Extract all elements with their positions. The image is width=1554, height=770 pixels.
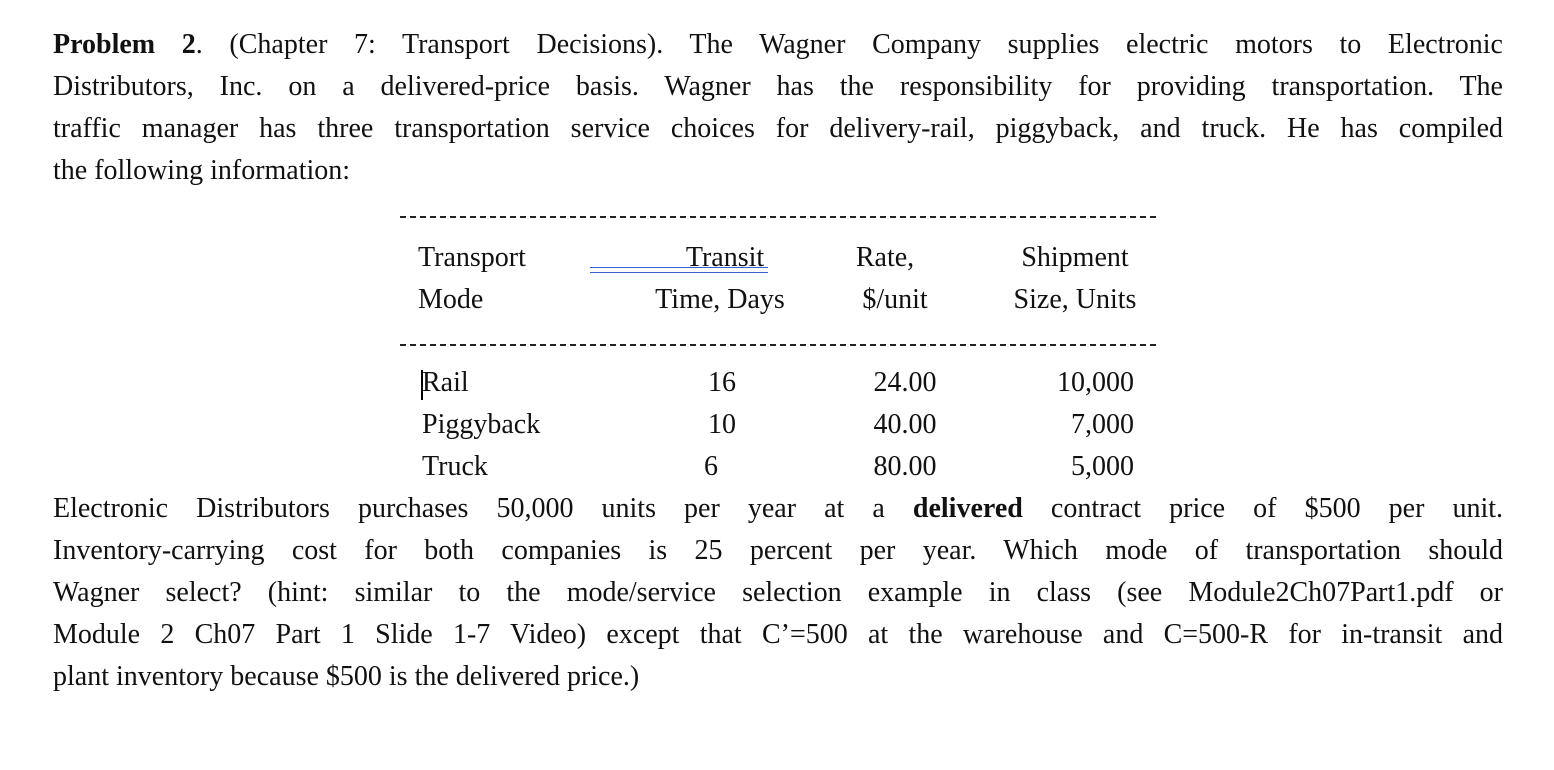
delivered-bold: delivered	[912, 493, 1023, 524]
header-shipment-line2: Size, Units	[1013, 284, 1137, 315]
problem-line-2: Distributors, Inc. on a delivered-price basis. Wagner has the responsibility for providing transportation. The	[53, 71, 1503, 102]
header-mode-line1: Transport	[418, 242, 526, 273]
row-piggyback-shipment: 7,000	[1071, 409, 1134, 440]
row-rail-mode: Rail	[422, 367, 469, 398]
intro-line-1-text: . (Chapter 7: Transport Decisions). The Wagner Company supplies electric motors to Electronic	[195, 29, 1503, 60]
problem-statement	[53, 24, 1503, 192]
problem-line-3: traffic manager has three transportation service choices for delivery-rail, piggyback, and truck. He has compiled	[53, 113, 1503, 144]
problem-line-1	[53, 24, 1503, 66]
closing-line-3: Wagner select? (hint: similar to the mode/service selection example in class (see Module2Ch07Part1.pdf or	[53, 577, 1503, 608]
header-rate-line2: $/unit	[862, 284, 928, 315]
header-transit-line2: Time, Days	[655, 284, 785, 315]
header-transit-line1: Transit	[685, 242, 765, 273]
closing-paragraph	[53, 488, 1503, 698]
row-truck-mode: Truck	[422, 451, 488, 482]
closing-line-5: plant inventory because $500 is the delivered price.)	[53, 661, 640, 692]
header-rate-line1: Rate,	[855, 242, 915, 273]
table-header-rule	[400, 344, 1156, 346]
transport-mode-table	[400, 200, 1156, 490]
closing-line-1	[53, 488, 1503, 530]
row-piggyback-rate: 40.00	[873, 409, 937, 440]
table-top-rule	[400, 216, 1156, 218]
closing-line-4: Module 2 Ch07 Part 1 Slide 1-7 Video) except that C’=500 at the warehouse and C=500-R for in-transit and	[53, 619, 1503, 650]
closing-line-2: Inventory-carrying cost for both companies is 25 percent per year. Which mode of transportation should	[53, 535, 1503, 566]
row-piggyback-transit: 10	[708, 409, 736, 440]
row-piggyback-mode: Piggyback	[422, 409, 541, 440]
row-rail-rate: 24.00	[873, 367, 937, 398]
row-rail-shipment: 10,000	[1057, 367, 1134, 398]
row-truck-rate: 80.00	[873, 451, 937, 482]
row-truck-shipment: 5,000	[1071, 451, 1134, 482]
header-shipment-line1: Shipment	[1021, 242, 1129, 273]
row-truck-transit: 6	[704, 451, 718, 482]
closing-line-1-start: Electronic Distributors purchases 50,000 units per year at a	[53, 493, 885, 524]
closing-line-1-end: contract price of $500 per unit.	[1050, 493, 1504, 524]
row-rail-transit: 16	[708, 367, 736, 398]
header-mode-line2: Mode	[418, 284, 484, 315]
problem-label: Problem 2	[53, 29, 196, 60]
problem-line-4: the following information:	[53, 155, 351, 186]
